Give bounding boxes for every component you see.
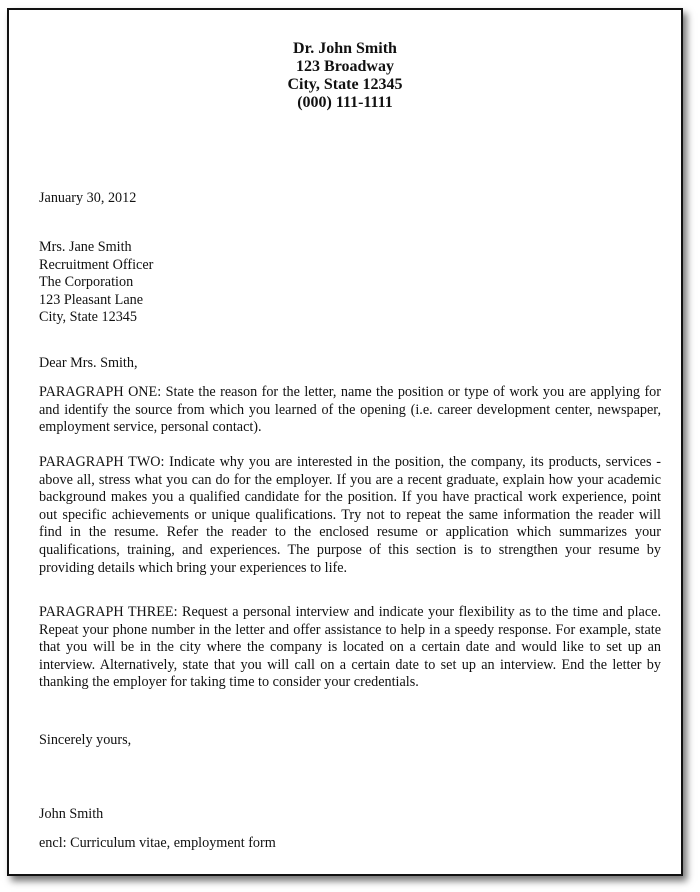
paragraph-two: PARAGRAPH TWO: Indicate why you are interested in the position, the company, its products, services - above all, stress what you can do for the employer. If you are a recent graduate, explain how your academic background makes you a qualified candidate for the position. If you have practical work experience, point out specific achievements or unique qualifications. Try not to repeat the same information the reader will find in the resume. Refer the reader to the enclosed resume or application which summarizes your qualifications, training, and experiences. The purpose of this section is to strengthen your resume by providing details which bring your experiences to life. [39, 454, 661, 576]
sender-phone: (000) 111-1111 [297, 94, 393, 111]
recipient-address [39, 239, 661, 327]
paragraph-one: PARAGRAPH ONE: State the reason for the letter, name the position or type of work you are applying for and identify the source from which you learned of the opening (i.e. career development center, newspaper, employment service, personal contact). [39, 384, 661, 436]
sender-city-state-zip: City, State 12345 [287, 76, 403, 93]
closing: Sincerely yours, [39, 732, 132, 748]
recipient-street: 123 Pleasant Lane [39, 291, 144, 308]
sender-name: Dr. John Smith [293, 40, 397, 57]
signature-name: John Smith [39, 806, 104, 822]
recipient-name: Mrs. Jane Smith [39, 239, 132, 255]
salutation: Dear Mrs. Smith, [39, 355, 138, 371]
recipient-city-state-zip: City, State 12345 [39, 309, 137, 326]
letter-date: January 30, 2012 [39, 190, 137, 206]
recipient-company: The Corporation [39, 274, 134, 291]
letter-page [7, 8, 683, 876]
recipient-title: Recruitment Officer [39, 256, 154, 273]
letterhead [9, 40, 681, 112]
paragraph-three: PARAGRAPH THREE: Request a personal interview and indicate your flexibility as to the time and place. Repeat your phone number in the letter and offer assistance to help in a speedy response. For example, state that you will be in the city where the company is located on a certain date and would like to set up an interview. Alternatively, state that you will call on a certain date to set up an interview. End the letter by thanking the employer for taking time to consider your credentials. [39, 604, 661, 691]
sender-street: 123 Broadway [296, 58, 394, 75]
enclosure-note: encl: Curriculum vitae, employment form [39, 835, 276, 851]
